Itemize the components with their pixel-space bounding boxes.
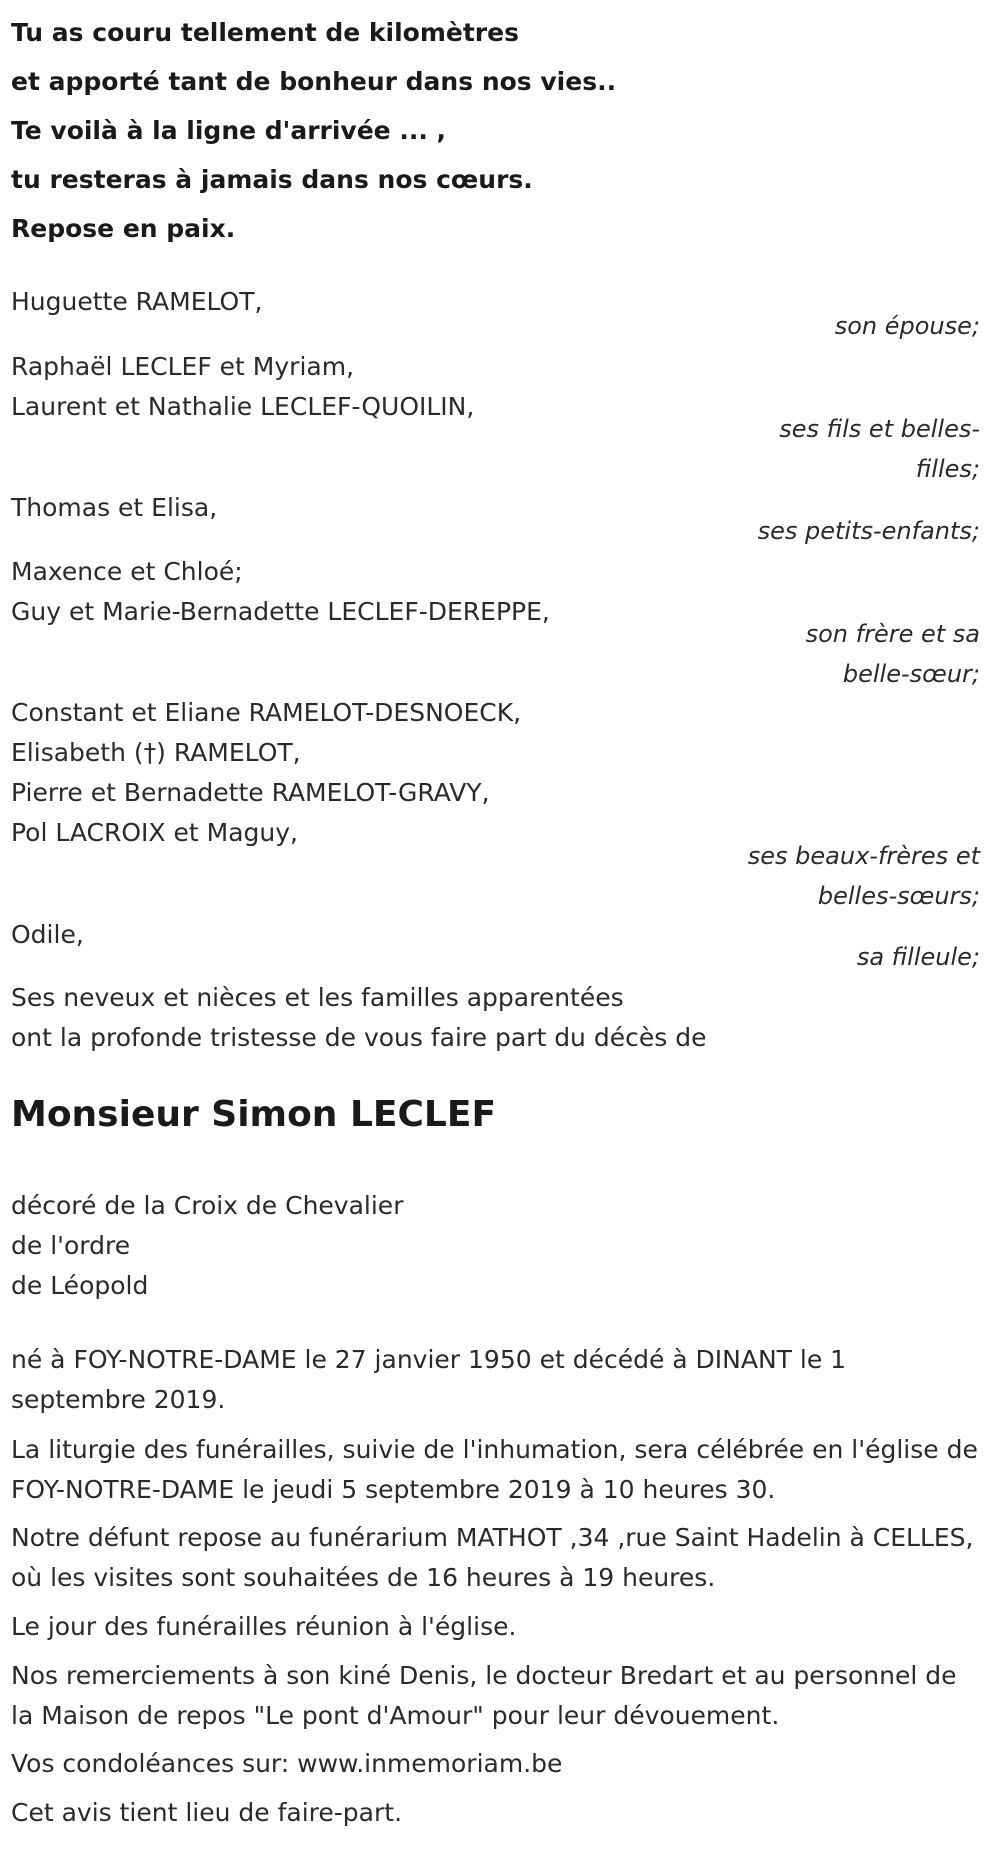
poem <box>11 8 911 253</box>
in-law-name: Elisabeth (†) RAMELOT, <box>11 738 301 767</box>
poem-line: Te voilà à la ligne d'arrivée ... , <box>11 116 447 145</box>
son-name: Raphaël LECLEF et Myriam, <box>11 352 355 381</box>
honor-line: de Léopold <box>11 1271 149 1300</box>
thanks-paragraph: Nos remerciements à son kiné Denis, le docteur Bredart et au personnel de la Maison de repos "Le pont d'Amour" pour leur dévouement. <box>11 1661 957 1730</box>
sons-relation-line: filles; <box>915 455 980 483</box>
brother-name: Guy et Marie-Bernadette LECLEF-DEREPPE, <box>11 597 550 626</box>
honor-line: de l'ordre <box>11 1231 131 1260</box>
closing-line: ont la profonde tristesse de vous faire part du décès de <box>11 1023 707 1052</box>
funeral-paragraph: La liturgie des funérailles, suivie de l'inhumation, sera célébrée en l'église de FOY-NOTRE-DAME le jeudi 5 septembre 2019 à 10 heures 30. <box>11 1435 978 1504</box>
brother-relation-line: belle-sœur; <box>842 660 980 688</box>
honor-line: décoré de la Croix de Chevalier <box>11 1191 404 1220</box>
son-name: Laurent et Nathalie LECLEF-QUOILIN, <box>11 392 475 421</box>
funeral-home-paragraph: Notre défunt repose au funérarium MATHOT ,34 ,rue Saint Hadelin à CELLES, où les visites sont souhaitées de 16 heures à 19 heures. <box>11 1523 974 1592</box>
closing-line: Ses neveux et nièces et les familles apparentées <box>11 983 624 1012</box>
sons-relation-line: ses fils et belles- <box>779 415 980 443</box>
goddaughter-name: Odile, <box>11 920 84 949</box>
wife-name: Huguette RAMELOT, <box>11 287 263 316</box>
in-laws-relation-line: ses beaux-frères et <box>747 842 980 870</box>
in-law-name: Constant et Eliane RAMELOT-DESNOECK, <box>11 698 522 727</box>
goddaughter-relation: sa filleule; <box>856 943 980 971</box>
poem-line: tu resteras à jamais dans nos cœurs. <box>11 165 533 194</box>
grandchildren-names-2: Maxence et Chloé; <box>11 557 243 586</box>
wife-relation: son épouse; <box>834 312 980 340</box>
notice-paragraph: Cet avis tient lieu de faire-part. <box>11 1798 403 1827</box>
meeting-paragraph: Le jour des funérailles réunion à l'église. <box>11 1612 517 1641</box>
deceased-name: Monsieur Simon LECLEF <box>11 1094 497 1135</box>
in-law-name: Pol LACROIX et Maguy, <box>11 818 298 847</box>
in-law-name: Pierre et Bernadette RAMELOT-GRAVY, <box>11 778 490 807</box>
grandchildren-names: Thomas et Elisa, <box>11 493 218 522</box>
brother-relation-line: son frère et sa <box>805 620 980 648</box>
birth-death-paragraph: né à FOY-NOTRE-DAME le 27 janvier 1950 et décédé à DINANT le 1 septembre 2019. <box>11 1345 847 1414</box>
grandchildren-relation: ses petits-enfants; <box>757 517 980 545</box>
poem-line: et apporté tant de bonheur dans nos vies.. <box>11 67 617 96</box>
condolences-paragraph: Vos condoléances sur: www.inmemoriam.be <box>11 1749 563 1778</box>
poem-line: Repose en paix. <box>11 214 236 243</box>
poem-line: Tu as couru tellement de kilomètres <box>11 18 519 47</box>
in-laws-relation-line: belles-sœurs; <box>817 882 980 910</box>
